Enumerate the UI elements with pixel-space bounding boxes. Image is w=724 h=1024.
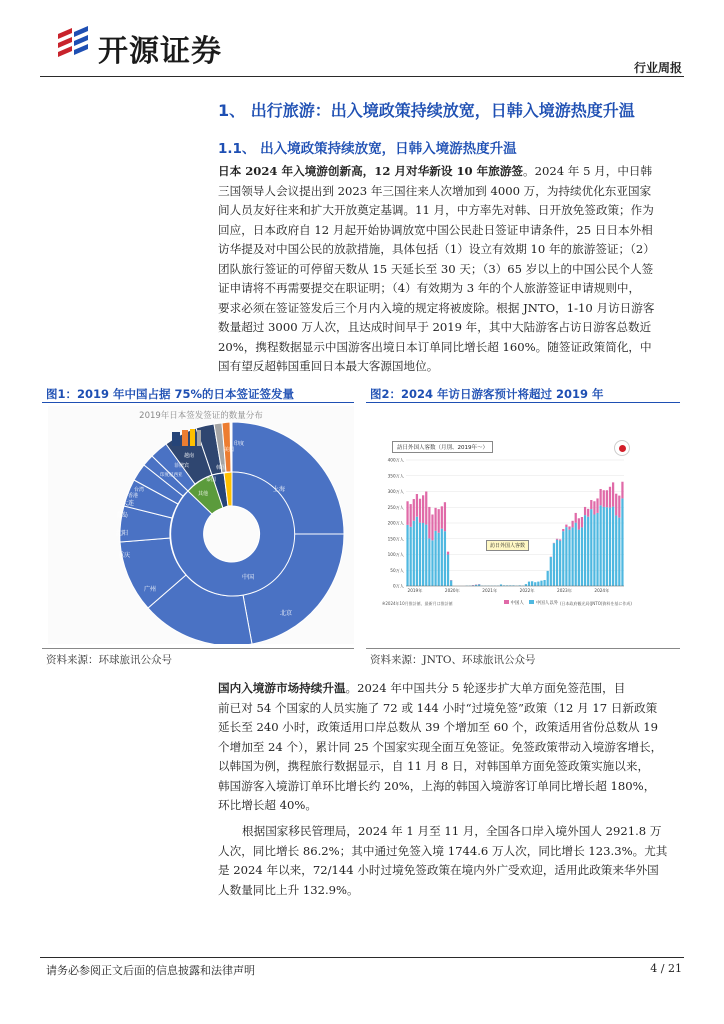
figure2-note-right: (日本政府観光局(JNTO)資料を基に作成) <box>559 601 632 606</box>
bar-other-2019-02 <box>410 527 412 586</box>
y-tick-label: 0万人 <box>392 583 404 589</box>
brand-logo-mark <box>54 22 94 64</box>
bar-china-2019-10 <box>434 508 436 531</box>
para3-line: 人数量同比上升 132.9%。 <box>218 882 359 897</box>
x-tick-label: 2020年 <box>444 588 460 593</box>
page-number: 4 / 21 <box>650 962 682 975</box>
bar-other-2023-11 <box>587 517 589 586</box>
bar-other-2019-12 <box>441 529 443 586</box>
figure1-chart-title: 2019年日本签发签证的数量分布 <box>139 411 263 421</box>
bar-china-2019-09 <box>431 514 433 540</box>
para1-line: 间人员友好往来和扩大开放奠定基调。11 月，中方率先对韩、日开放免签政策；作为 <box>218 203 654 217</box>
bar-other-2023-10 <box>584 515 586 586</box>
bar-china-2023-07 <box>575 513 577 523</box>
y-tick-label: 150万人 <box>387 536 404 542</box>
bar-other-2023-07 <box>575 523 577 586</box>
para3-line: 人次，同比增长 86.2%；其中通过免签入境 1744.6 万人次，同比增长 123.3%。尤其 <box>218 843 668 858</box>
legend-china: 中国人 <box>510 601 524 606</box>
bar-china-2024-10 <box>621 482 623 499</box>
para1-line: 。2024 年 5 月，中日韩 <box>523 164 653 178</box>
bar-other-2019-11 <box>438 533 440 586</box>
bar-other-2019-03 <box>413 521 415 586</box>
bar-other-2024-07 <box>612 507 614 586</box>
y-tick-label: 100万人 <box>387 552 404 557</box>
outer-label-chongqing: 重庆 <box>118 552 131 559</box>
bar-other-2023-08 <box>578 530 580 586</box>
x-tick-label: 2024年 <box>594 588 610 593</box>
figure2-rule <box>366 402 680 403</box>
figure1-bottom-rule <box>42 648 354 649</box>
para1-lead: 日本 2024 年入境游创新高，12 月对华新设 10 年旅游签 <box>218 164 523 178</box>
x-tick-label: 2021年 <box>482 588 498 593</box>
figure1-title: 图1：2019 年中国占据 75%的日本签证签发量 <box>46 387 295 401</box>
para1-line: 20%，携程数据显示中国游客出境日本订单同比增长超 160%。随签证政策简化，中 <box>218 339 652 354</box>
x-tick-label: 2022年 <box>519 588 535 593</box>
bar-china-2019-02 <box>410 504 412 527</box>
y-tick-label: 300万人 <box>387 489 404 494</box>
bar-china-2019-12 <box>441 506 443 528</box>
outer-label-dalian: 大连 <box>122 500 135 507</box>
outer-label-taiwan: 台湾 <box>134 487 145 493</box>
brand-name: 开源证券 <box>98 34 222 69</box>
figure2-note-left: ※2024年10月推計値、最新月は推計値 <box>382 601 453 606</box>
outer-label-shanghai: 上海 <box>273 486 286 493</box>
y-tick-label: 50万人 <box>390 567 404 573</box>
bar-other-2023-03 <box>562 531 564 586</box>
inner-label-india: 印度 <box>234 441 245 447</box>
bar-china-2019-07 <box>425 492 427 525</box>
outer-label-guangzhou: 广州 <box>144 586 157 593</box>
outer-label-beijing: 北京 <box>280 610 293 617</box>
bar-other-2022-06 <box>534 582 536 586</box>
para1-line: 回应，日本政府自 12 月起开始协调放宽中国公民赴日签证申请条件，25 日日本外相 <box>218 222 653 237</box>
y-tick-label: 400万人 <box>387 457 404 463</box>
bar-other-2024-04 <box>603 507 605 586</box>
bar-other-2023-09 <box>581 527 583 586</box>
bar-china-2024-07 <box>612 482 614 506</box>
para2-lead: 国内入境游市场持续升温 <box>218 681 346 695</box>
bar-other-2023-12 <box>590 509 592 586</box>
para2-line: 延长至 240 小时，政策适用口岸总数从 39 个增加至 60 个，政策适用省份总数从 19 <box>218 720 658 734</box>
bar-other-2020-02 <box>447 555 449 587</box>
footer-disclaimer: 请务必参阅正文后面的信息披露和法律声明 <box>46 964 255 977</box>
bar-china-2019-05 <box>419 499 421 523</box>
bar-china-2019-08 <box>428 507 430 539</box>
section-heading: 1、 出行旅游：出入境政策持续放宽，日韩入境游热度升温 <box>218 101 635 120</box>
para2-line: 环比增长超 40%。 <box>218 798 318 812</box>
bar-china-2023-12 <box>590 500 592 509</box>
para2-line: 以韩国为例，携程旅行数据显示，自 11 月 8 日，对韩国单方面免签政策实施以来， <box>218 759 650 773</box>
bar-other-2019-09 <box>431 540 433 586</box>
figure2-bottom-rule <box>366 648 680 649</box>
paragraph-japan-visa <box>218 162 680 377</box>
bar-other-2023-04 <box>565 527 567 586</box>
subsection-heading: 1.1、 出入境政策持续放宽，日韩入境游热度升温 <box>218 141 517 157</box>
bar-other-2019-05 <box>419 523 421 586</box>
bar-china-2024-02 <box>596 498 598 512</box>
bar-other-2022-11 <box>550 557 552 586</box>
bar-other-2019-10 <box>434 531 436 586</box>
x-tick-label: 2023年 <box>557 588 572 593</box>
legend-other: 中国人以外 <box>535 601 559 606</box>
inner-label-philippines: 菲律宾 <box>174 463 190 469</box>
bar-other-2019-08 <box>428 538 430 586</box>
bar-china-2023-06 <box>571 521 573 528</box>
bar-other-2022-03 <box>525 584 527 586</box>
header-divider <box>40 76 684 77</box>
bar-other-2023-05 <box>568 530 570 586</box>
inner-label-other: 其他 <box>198 491 209 497</box>
x-tick-label: 2019年 <box>407 588 423 593</box>
bar-other-2023-01 <box>556 540 558 586</box>
para3-line: 是 2024 年以来，72/144 小时过境免签政策在境内外广受欢迎，适用此政策来华外国 <box>218 863 659 877</box>
bar-china-2023-02 <box>559 539 561 540</box>
bar-china-2019-06 <box>422 495 424 523</box>
bar-other-2024-06 <box>609 508 611 586</box>
para2-line: 前已对 54 个国家的人员实施了 72 或 144 小时“过境免签”政策（12 月 17 日新政策 <box>218 700 658 715</box>
bar-other-2022-10 <box>547 571 549 586</box>
figure2-legend <box>504 600 558 606</box>
bar-china-2019-11 <box>438 509 440 533</box>
figure2-bar-chart <box>378 438 634 608</box>
bar-other-2024-10 <box>621 498 623 586</box>
bar-china-2024-03 <box>600 489 602 505</box>
para1-line: 团队旅行签证的可停留天数从 15 天延长至 30 天；（3）65 岁以上的中国公民个人签 <box>218 261 654 276</box>
bar-china-2019-04 <box>416 494 418 517</box>
footer-divider <box>40 957 684 958</box>
figure1-rule <box>42 402 354 403</box>
inner-label-usa: 美国 <box>224 447 235 453</box>
outer-label-qingdao: 青岛 <box>116 512 129 519</box>
bar-other-2019-01 <box>406 525 408 586</box>
bar-other-2023-02 <box>559 541 561 586</box>
bar-other-2024-05 <box>606 507 608 586</box>
bar-china-2019-01 <box>406 501 408 525</box>
bar-china-2024-01 <box>593 501 595 514</box>
bar-china-2023-05 <box>568 526 570 529</box>
bar-china-2023-03 <box>562 529 564 531</box>
bar-other-2019-06 <box>422 523 424 586</box>
figure1-source: 资料来源：环球旅讯公众号 <box>46 654 172 666</box>
para1-line: 访华提及对中国公民的放款措施，具体包括（1）设立有效期 10 年的旅游签证；（2） <box>218 242 655 256</box>
bar-other-2024-08 <box>615 515 617 586</box>
bar-other-2024-02 <box>596 513 598 586</box>
bar-china-2019-03 <box>413 499 415 521</box>
figure2-source: 资料来源：JNTO、环球旅讯公众号 <box>370 654 536 666</box>
bar-other-2024-01 <box>593 514 595 586</box>
outer-label-hongkong: 香港 <box>128 493 139 499</box>
bar-china-2024-08 <box>615 494 617 516</box>
figure2-chart-box-title: 訪日外国人客数（月別、2019年～） <box>392 441 493 453</box>
bar-other-2022-12 <box>553 543 555 586</box>
para1-line: 三国领导人会议提出到 2023 年三国往来人次增加到 4000 万，为持续优化东亚国家 <box>218 183 652 198</box>
figure2-annotation: 訪日外国人客数 <box>486 540 529 551</box>
bar-other-2019-04 <box>416 517 418 586</box>
y-tick-label: 200万人 <box>387 520 404 526</box>
bar-other-2020-03 <box>450 580 452 586</box>
paragraph-inbound-tourism <box>218 679 680 816</box>
bar-other-2023-06 <box>571 527 573 586</box>
inner-label-indonesia: 印度尼西亚 <box>160 473 183 478</box>
bar-china-2024-09 <box>618 496 620 518</box>
para1-line: 要求必须在签证签发后三个月内入境的规定将被废除。根据 JNTO，1-10 月访日游客 <box>218 300 655 315</box>
figure1-donut-chart <box>48 406 354 644</box>
y-tick-label: 350万人 <box>387 473 404 479</box>
bar-other-2019-07 <box>425 525 427 586</box>
bar-china-2024-06 <box>609 487 611 508</box>
bar-china-2023-08 <box>578 518 580 529</box>
bar-other-2022-07 <box>537 582 539 586</box>
bar-china-2023-04 <box>565 525 567 528</box>
para1-line: 国有望反超韩国重回日本最大客源国地位。 <box>218 359 439 373</box>
bar-china-2024-05 <box>606 490 608 507</box>
bar-china-2023-09 <box>581 517 583 527</box>
inner-label-vietnam: 越南 <box>184 453 195 459</box>
bar-other-2022-05 <box>531 581 533 586</box>
bar-china-2023-11 <box>587 509 589 517</box>
bar-china-2023-01 <box>556 539 558 540</box>
bar-other-2022-04 <box>528 582 530 586</box>
bar-other-2024-03 <box>600 505 602 586</box>
para1-line: 证申请将不再需要提交在职证明；（4）有效期为 3 年的个人旅游签证申请规则中， <box>218 281 641 295</box>
outer-label-shenyang: 沈阳 <box>116 530 129 537</box>
bar-other-2022-08 <box>540 581 542 586</box>
bar-other-2024-09 <box>618 518 620 586</box>
bar-other-2020-01 <box>444 531 446 586</box>
y-tick-label: 250万人 <box>387 504 404 510</box>
bar-china-2023-10 <box>584 507 586 515</box>
para2-line: 。2024 年中国共分 5 轮逐步扩大单方面免签范围，目 <box>345 681 626 695</box>
bar-china-2020-02 <box>447 552 449 555</box>
legend-swatch-china <box>504 600 509 604</box>
para1-line: 数量超过 3000 万人次，且达成时间早于 2019 年，其中大陆游客占访日游客总数近 <box>218 320 652 334</box>
legend-swatch-other <box>529 600 534 604</box>
bar-china-2024-04 <box>603 490 605 507</box>
inner-label-korea: 韩国 <box>216 465 227 471</box>
para2-line: 韩国游客入境游订单环比增长约 20%，上海的韩国入境游客订单同比增长超 180%， <box>218 778 656 793</box>
bar-other-2022-09 <box>543 580 545 586</box>
inner-label-thailand: 泰国 <box>206 477 217 483</box>
report-type: 行业周报 <box>633 61 682 75</box>
para3-line: 根据国家移民管理局，2024 年 1 月至 11 月，全国各口岸入境外国人 2921.8 万 <box>242 824 662 838</box>
bar-china-2020-01 <box>444 502 446 531</box>
paragraph-immigration-stats <box>218 822 680 900</box>
inner-label-china: 中国 <box>242 574 255 581</box>
para2-line: 个增加至 24 个），累计同 25 个国家实现全面互免签证。免签政策带动入境游客增长， <box>218 739 663 754</box>
figure2-title: 图2：2024 年访日游客预计将超过 2019 年 <box>370 387 604 401</box>
